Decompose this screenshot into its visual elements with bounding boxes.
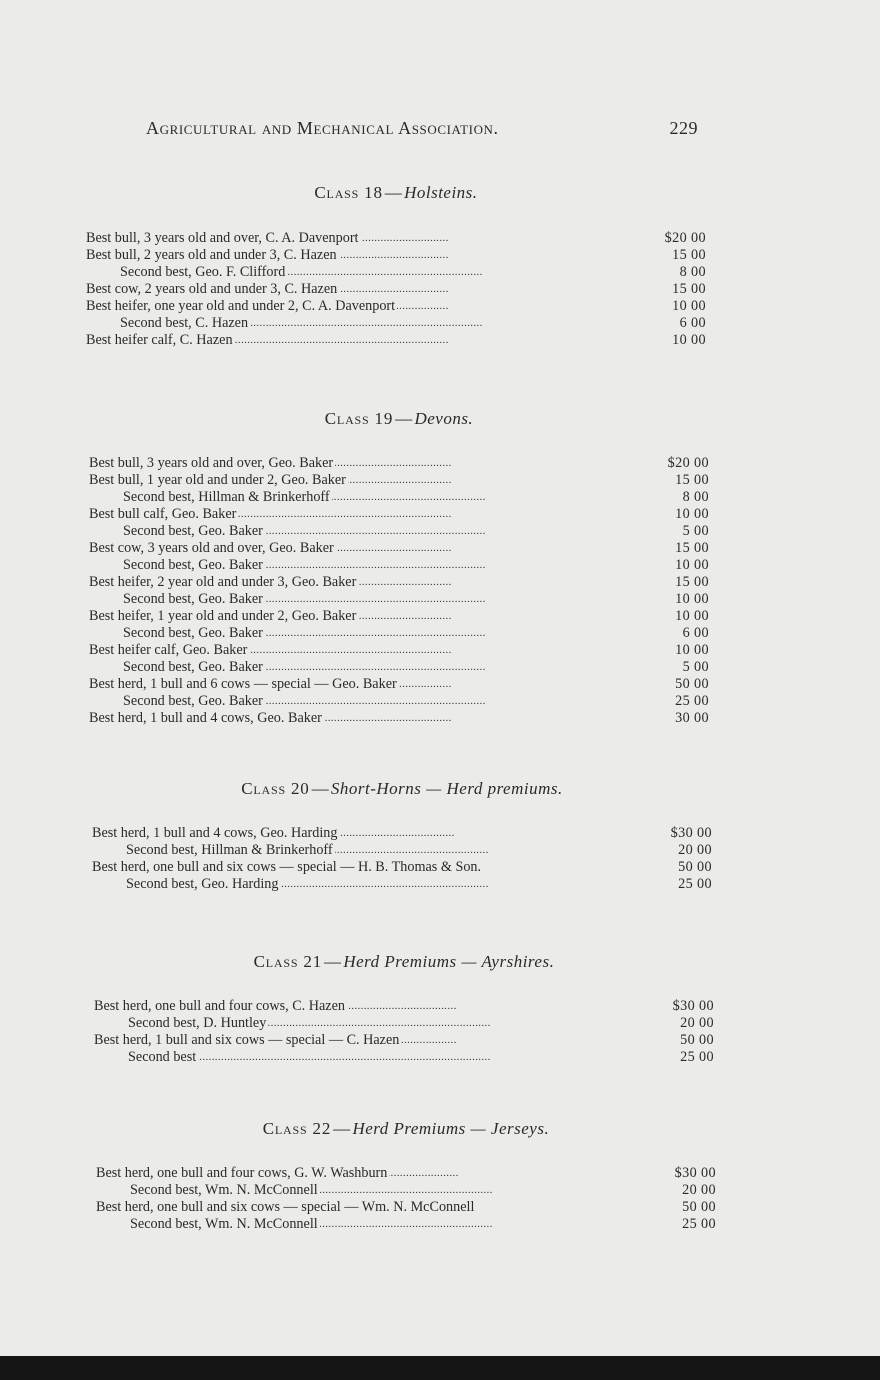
entry-description: [89, 506, 641, 523]
entry-amount: $20 00: [664, 230, 706, 246]
premium-entry: [86, 298, 706, 315]
entry-description: [86, 247, 638, 264]
premium-entry: [96, 1182, 716, 1199]
entry-text: Second best, Wm. N. McConnell: [130, 1182, 318, 1198]
premium-entry: [89, 540, 709, 557]
entry-description: [89, 676, 641, 693]
entry-description: [89, 540, 641, 557]
entry-text: Best heifer calf, Geo. Baker: [89, 642, 248, 658]
entry-amount: 30 00: [675, 710, 709, 726]
entry-description: [123, 489, 641, 506]
entry-text: Best herd, 1 bull and 4 cows, Geo. Harding: [92, 825, 338, 841]
entry-text: Second best, Geo. Harding: [126, 876, 279, 892]
entry-amount: $30 00: [674, 1165, 716, 1181]
entry-text: Best cow, 3 years old and over, Geo. Baker: [89, 540, 334, 556]
entry-amount: 50 00: [680, 1032, 714, 1048]
entry-description: [120, 264, 638, 281]
entry-amount: 5 00: [682, 523, 709, 539]
entry-amount: 6 00: [682, 625, 709, 641]
entry-amount: 15 00: [675, 540, 709, 556]
premium-entry: [89, 608, 709, 625]
entry-amount: 5 00: [682, 659, 709, 675]
entry-text: Second best, Geo. Baker: [123, 523, 263, 539]
premium-entry: [94, 1015, 714, 1032]
premium-entry: [89, 710, 709, 727]
entry-text: Best herd, one bull and four cows, G. W. Washburn: [96, 1165, 388, 1181]
running-title: Agricultural and Mechanical Association.: [146, 118, 499, 138]
entry-description: [94, 998, 646, 1015]
entry-amount: 50 00: [675, 676, 709, 692]
class-label: Class 19: [324, 409, 394, 428]
entry-text: Best heifer calf, C. Hazen: [86, 332, 233, 348]
premium-entry: [92, 825, 712, 842]
entry-amount: 15 00: [675, 574, 709, 590]
entry-description: [130, 1182, 648, 1199]
entry-amount: 20 00: [680, 1015, 714, 1031]
entry-list: [86, 230, 706, 349]
entry-amount: 25 00: [680, 1049, 714, 1065]
entry-amount: 10 00: [675, 642, 709, 658]
entry-description: [123, 591, 641, 608]
class-section: [86, 180, 706, 348]
class-section: [89, 406, 709, 726]
premium-entry: [96, 1165, 716, 1182]
entry-text: Best herd, 1 bull and 4 cows, Geo. Baker: [89, 710, 322, 726]
premium-entry: [89, 455, 709, 472]
premium-entry: [89, 659, 709, 676]
entry-description: [128, 1049, 646, 1066]
entry-description: [120, 315, 638, 332]
entry-description: [130, 1216, 648, 1233]
entry-amount: 25 00: [678, 876, 712, 892]
entry-text: Second best, Wm. N. McConnell: [130, 1216, 318, 1232]
premium-entry: [86, 315, 706, 332]
entry-amount: 20 00: [682, 1182, 716, 1198]
entry-description: [123, 693, 641, 710]
running-head: [146, 118, 698, 142]
premium-entry: [89, 489, 709, 506]
entry-amount: 15 00: [672, 247, 706, 263]
class-heading: Class 22 — Herd Premiums — Jerseys.: [262, 1119, 550, 1138]
entry-text: Best heifer, 1 year old and under 2, Geo. Baker: [89, 608, 357, 624]
entry-description: [89, 710, 641, 727]
entry-amount: 50 00: [678, 859, 712, 875]
class-label: Class 18: [314, 183, 383, 202]
entry-description: [128, 1015, 646, 1032]
entry-description: [89, 642, 641, 659]
entry-description: [123, 625, 641, 642]
premium-entry: [89, 557, 709, 574]
entry-amount: 8 00: [679, 264, 706, 280]
entry-text: Second best, Geo. Baker: [123, 591, 263, 607]
class-section: [92, 776, 712, 892]
entry-text: Best bull, 3 years old and over, C. A. Davenport: [86, 230, 359, 246]
page-number: 229: [669, 118, 698, 138]
premium-entry: [86, 264, 706, 281]
entry-text: Second best, D. Huntley: [128, 1015, 267, 1031]
entry-amount: 10 00: [675, 557, 709, 573]
entry-amount: 15 00: [672, 281, 706, 297]
entry-description: [86, 230, 638, 247]
entry-text: Second best, Geo. Baker: [123, 557, 263, 573]
entry-description: [123, 557, 641, 574]
entry-description: [126, 876, 644, 893]
entry-description: [86, 298, 638, 315]
entry-list: [96, 1165, 716, 1233]
entry-description: [96, 1199, 648, 1216]
entry-description: [94, 1032, 646, 1049]
entry-text: Second best: [128, 1049, 197, 1065]
premium-entry: [96, 1199, 716, 1216]
entry-text: Best heifer, 2 year old and under 3, Geo. Baker: [89, 574, 357, 590]
class-heading: Class 18 — Holsteins.: [314, 183, 478, 202]
entry-description: [89, 574, 641, 591]
premium-entry: [86, 281, 706, 298]
entry-description: [126, 842, 644, 859]
entry-amount: 20 00: [678, 842, 712, 858]
entry-text: Best herd, one bull and six cows — special — H. B. Thomas & Son.: [92, 859, 482, 875]
premium-entry: [89, 574, 709, 591]
entry-description: [86, 332, 638, 349]
entry-amount: $30 00: [670, 825, 712, 841]
entry-text: Second best, Geo. Baker: [123, 659, 263, 675]
class-section: [94, 949, 714, 1065]
entry-text: Second best, Hillman & Brinkerhoff: [123, 489, 330, 505]
entry-description: [89, 455, 641, 472]
entry-description: [89, 472, 641, 489]
premium-entry: [94, 1032, 714, 1049]
entry-amount: 10 00: [672, 332, 706, 348]
class-label: Class 21: [253, 952, 322, 971]
entry-text: Best bull, 1 year old and under 2, Geo. Baker: [89, 472, 346, 488]
premium-entry: [89, 506, 709, 523]
entry-amount: 25 00: [682, 1216, 716, 1232]
premium-entry: [89, 472, 709, 489]
premium-entry: [86, 230, 706, 247]
entry-amount: 10 00: [675, 506, 709, 522]
entry-amount: $20 00: [667, 455, 709, 471]
entry-text: Best herd, 1 bull and six cows — special — C. Hazen: [94, 1032, 400, 1048]
entry-description: [86, 281, 638, 298]
entry-amount: 10 00: [675, 608, 709, 624]
entry-text: Best bull calf, Geo. Baker: [89, 506, 237, 522]
entry-text: Best bull, 3 years old and over, Geo. Baker: [89, 455, 334, 471]
class-subtitle: Devons.: [414, 409, 474, 428]
entry-text: Second best, Geo. Baker: [123, 625, 263, 641]
class-label: Class 22: [262, 1119, 332, 1138]
entry-description: [92, 859, 644, 876]
entry-text: Best cow, 2 years old and under 3, C. Hazen: [86, 281, 338, 297]
entry-description: [89, 608, 641, 625]
premium-entry: [86, 247, 706, 264]
premium-entry: [94, 1049, 714, 1066]
entry-amount: $30 00: [672, 998, 714, 1014]
entry-amount: 8 00: [682, 489, 709, 505]
premium-entry: [96, 1216, 716, 1233]
class-heading: Class 20 — Short-Horns — Herd premiums.: [241, 779, 563, 798]
premium-entry: [94, 998, 714, 1015]
class-heading: Class 21 — Herd Premiums — Ayrshires.: [253, 952, 555, 971]
premium-entry: [89, 523, 709, 540]
class-subtitle: Short-Horns — Herd premiums.: [330, 779, 563, 798]
class-subtitle: Herd Premiums — Ayrshires.: [343, 952, 555, 971]
premium-entry: [89, 625, 709, 642]
entry-description: [123, 659, 641, 676]
class-subtitle: Herd Premiums — Jerseys.: [352, 1119, 550, 1138]
scan-border: [0, 1356, 880, 1380]
entry-text: Second best, Hillman & Brinkerhoff: [126, 842, 333, 858]
entry-amount: 10 00: [675, 591, 709, 607]
entry-amount: 10 00: [672, 298, 706, 314]
premium-entry: [92, 859, 712, 876]
entry-list: [89, 455, 709, 727]
premium-entry: [89, 693, 709, 710]
premium-entry: [89, 591, 709, 608]
premium-entry: [89, 642, 709, 659]
entry-text: Best bull, 2 years old and under 3, C. Hazen: [86, 247, 337, 263]
premium-entry: [86, 332, 706, 349]
entry-list: [92, 825, 712, 893]
entry-list: [94, 998, 714, 1066]
entry-amount: 25 00: [675, 693, 709, 709]
entry-amount: 50 00: [682, 1199, 716, 1215]
entry-text: Second best, Geo. Baker: [123, 693, 263, 709]
entry-text: Best herd, one bull and six cows — special — Wm. N. McConnell: [96, 1199, 475, 1215]
premium-entry: [92, 876, 712, 893]
premium-entry: [92, 842, 712, 859]
entry-amount: 6 00: [679, 315, 706, 331]
entry-text: Best herd, one bull and four cows, C. Hazen: [94, 998, 345, 1014]
entry-description: [96, 1165, 648, 1182]
entry-text: Second best, C. Hazen: [120, 315, 249, 331]
class-label: Class 20: [241, 779, 310, 798]
entry-text: Best herd, 1 bull and 6 cows — special — Geo. Baker: [89, 676, 397, 692]
class-section: [96, 1116, 716, 1232]
class-heading: Class 19 — Devons.: [324, 409, 474, 428]
entry-text: Second best, Geo. F. Clifford: [120, 264, 286, 280]
premium-entry: [89, 676, 709, 693]
entry-text: Best heifer, one year old and under 2, C. A. Davenport: [86, 298, 396, 314]
entry-description: [123, 523, 641, 540]
entry-description: [92, 825, 644, 842]
class-subtitle: Holsteins.: [404, 183, 478, 202]
entry-amount: 15 00: [675, 472, 709, 488]
